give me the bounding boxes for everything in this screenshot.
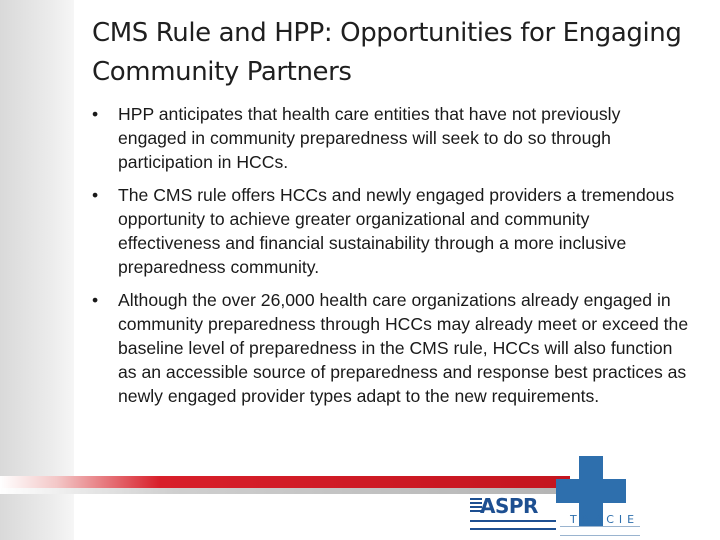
bullet-text: Although the over 26,000 health care organizations already engaged in community preparedness through HCCs may already meet or exceed the baseline level of preparedness in the CMS rule, HCCs will also function as an accessible source of preparedness and response best practices as newly engaged provider types adapt to the new requirements. <box>118 290 689 406</box>
left-side-bar <box>0 0 74 540</box>
slide-title: CMS Rule and HPP: Opportunities for Engaging Community Partners <box>92 18 682 87</box>
tracie-logo-text: TRACIE <box>570 513 640 526</box>
bullet-text: The CMS rule offers HCCs and newly engaged providers a tremendous opportunity to achieve greater organizational and community effectiveness and financial sustainability through a more inclusive preparedness community. <box>118 185 675 277</box>
cross-horizontal-bar <box>556 479 626 503</box>
bullet-marker: • <box>92 185 99 205</box>
bullet-item <box>92 288 692 408</box>
bullet-marker: • <box>92 290 99 310</box>
aspr-logo-text: ASPR <box>480 494 538 518</box>
bullet-item <box>92 183 692 279</box>
bullet-text: HPP anticipates that health care entities that have not previously engaged in community preparedness will seek to do so through participation in HCCs. <box>118 104 621 172</box>
aspr-logo <box>470 494 556 534</box>
bullet-marker: • <box>92 104 99 124</box>
tracie-logo-tagline-rule <box>560 526 640 536</box>
bullet-list <box>92 102 692 417</box>
bullet-item <box>92 102 692 174</box>
aspr-logo-tagline-rule <box>470 520 556 530</box>
